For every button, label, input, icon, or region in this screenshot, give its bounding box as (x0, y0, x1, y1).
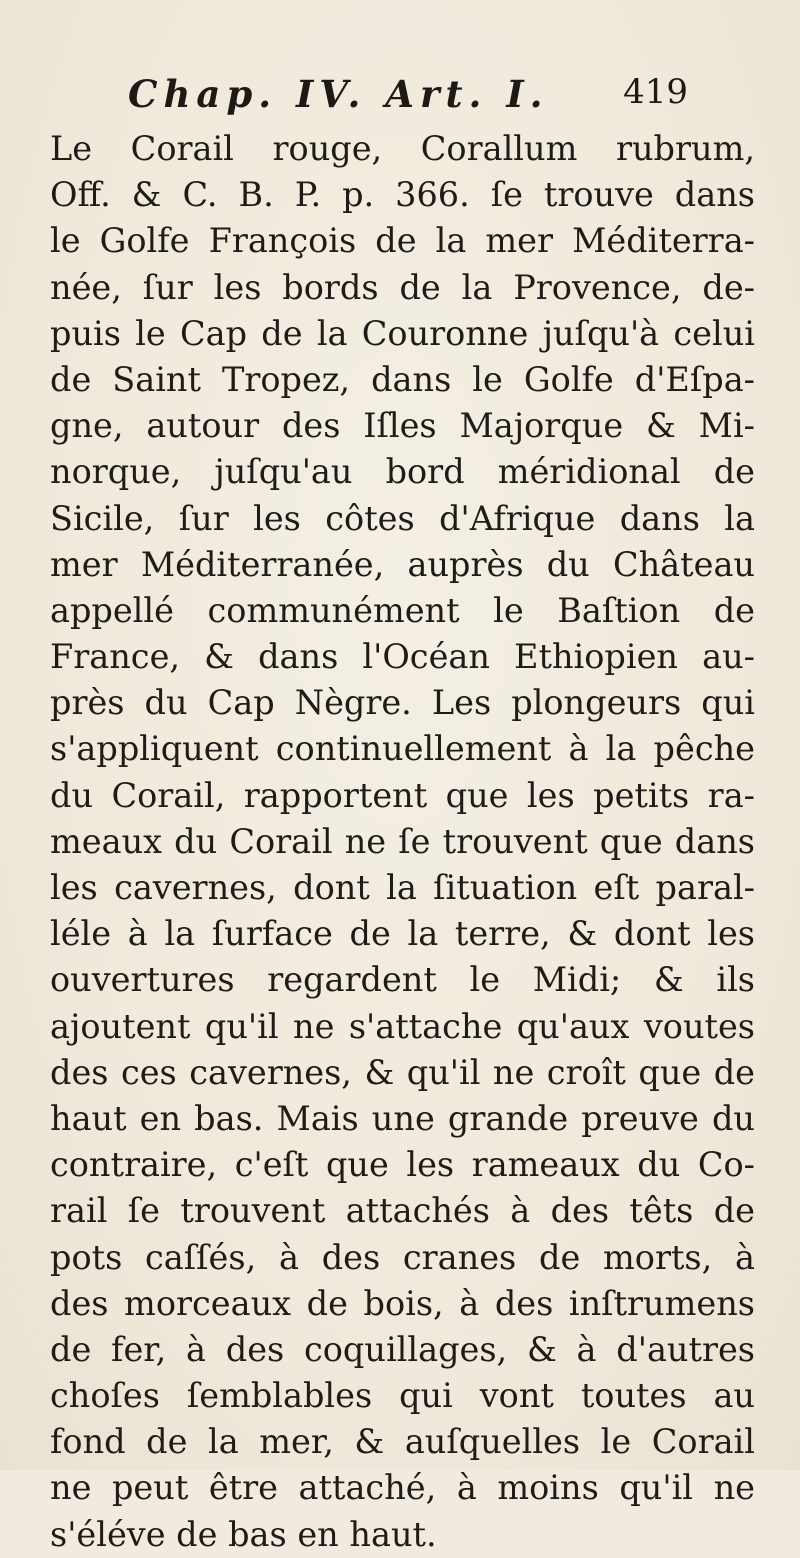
text-line: puis le Cap de la Couronne juſqu'à celui (50, 313, 755, 353)
running-header (128, 72, 688, 122)
text-line: de Saint Tropez, dans le Golfe d'Eſpa- (50, 359, 755, 399)
text-line: s'appliquent continuellement à la pêche (50, 729, 755, 769)
text-line: Le Corail rouge, Corallum rubrum, (50, 129, 755, 168)
text-line: des ces cavernes, & qu'il ne croît que de (50, 1052, 755, 1092)
text-line: gne, autour des Iſles Majorque & Mi- (50, 406, 755, 446)
text-line: Off. & C. B. P. p. 366. ſe trouve dans (50, 175, 755, 215)
text-line: les cavernes, dont la ſituation eſt paral- (50, 868, 755, 907)
text-line: pots caſſés, à des cranes de morts, à (50, 1237, 755, 1277)
text-line: rail ſe trouvent attachés à des têts de (50, 1191, 755, 1231)
text-line: norque, juſqu'au bord méridional de (50, 452, 755, 492)
text-line: choſes ſemblables qui vont toutes au (50, 1376, 755, 1416)
text-line: ajoutent qu'il ne s'attache qu'aux voutes (50, 1006, 755, 1046)
text-line: ouvertures regardent le Midi; & ils (50, 960, 755, 1000)
text-line: fond de la mer, & auſquelles le Corail (50, 1422, 755, 1462)
text-line: Sicile, ſur les côtes d'Afrique dans la (50, 498, 755, 538)
text-line: ne peut être attaché, à moins qu'il ne (50, 1468, 755, 1508)
text-line: mer Méditerranée, auprès du Château (50, 544, 755, 584)
text-line: appellé communément le Baſtion de (50, 590, 755, 630)
text-line: du Corail, rapportent que les petits ra- (50, 775, 755, 815)
running-title: Chap. IV. Art. I. (128, 72, 549, 116)
text-line: née, ſur les bords de la Provence, de- (50, 267, 755, 307)
body-text (50, 126, 755, 1558)
text-line: des morceaux de bois, à des inſtrumens (50, 1283, 755, 1323)
text-line: léle à la ſurface de la terre, & dont les (50, 914, 755, 954)
text-line: de fer, à des coquillages, & à d'autres (50, 1329, 755, 1369)
text-line: haut en bas. Mais une grande preuve du (50, 1098, 755, 1138)
text-line: le Golfe François de la mer Méditerra- (50, 221, 755, 261)
text-line: s'éléve de bas en haut. (50, 1514, 437, 1554)
page-number: 419 (623, 72, 688, 112)
text-line: France, & dans l'Océan Ethiopien au- (50, 637, 755, 677)
text-line: contraire, c'eſt que les rameaux du Co- (50, 1145, 755, 1185)
text-line: meaux du Corail ne ſe trouvent que dans (50, 821, 755, 861)
text-line: près du Cap Nègre. Les plongeurs qui (50, 683, 755, 723)
